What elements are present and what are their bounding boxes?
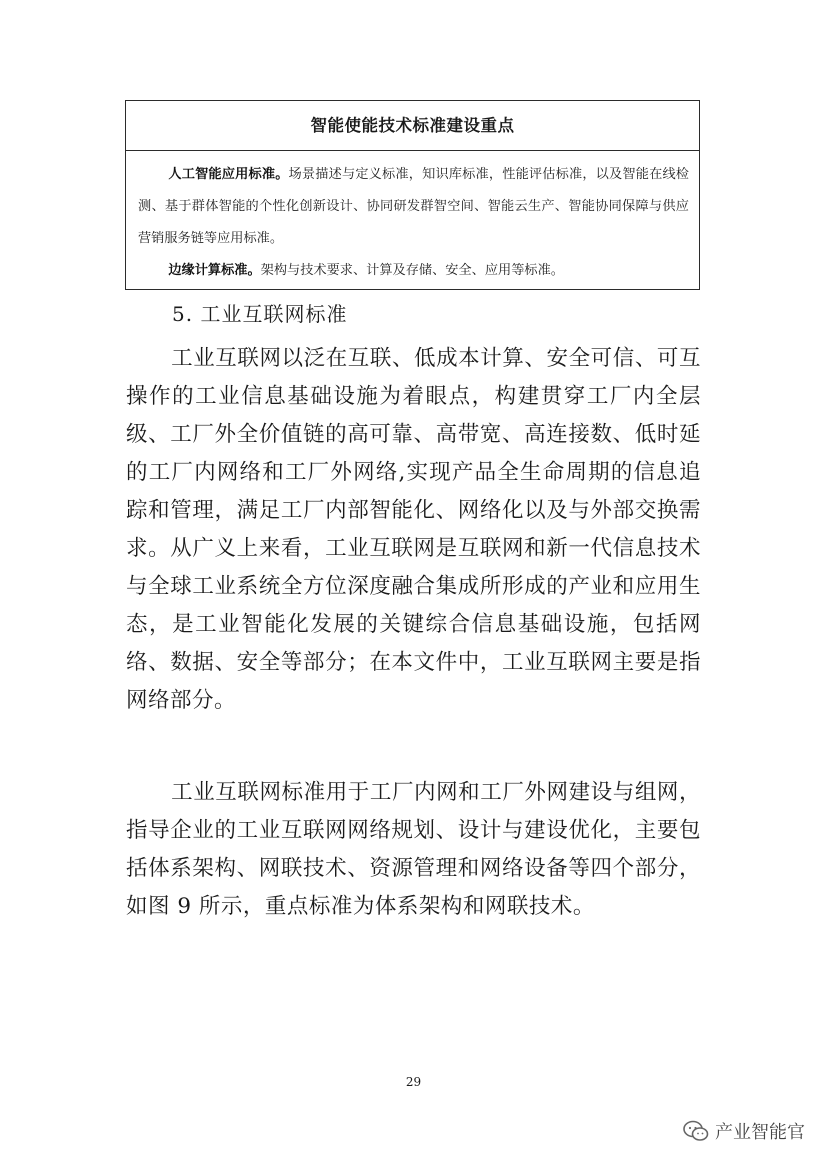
box-item-label: 边缘计算标准。 (168, 263, 261, 278)
box-item-text: 架构与技术要求、计算及存储、安全、应用等标准。 (260, 263, 564, 278)
body-paragraph: 工业互联网以泛在互联、低成本计算、安全可信、可互操作的工业信息基础设施为着眼点，构建贯穿工厂内全层级、工厂外全价值链的高可靠、高带宽、高连接数、低时延的工厂内网络和工厂外网络,实现产品全生命周期的信息追踪和管理，满足工厂内部智能化、网络化以及与外部交换需求。从广义上来看，工业互联网是互联网和新一代信息技术与全球工业系统全方位深度融合集成所形成的产业和应用生态，是工业智能化发展的关键综合信息基础设施，包括网络、数据、安全等部分；在本文件中，工业互联网主要是指网络部分。 (126, 346, 701, 713)
page-number: 29 (405, 1075, 422, 1089)
box-body (126, 151, 699, 287)
wechat-icon (683, 1120, 709, 1142)
box-item-text: 场景描述与定义标准，知识库标准，性能评估标准，以及智能在线检测、基于群体智能的个性化创新设计、协同研发群智空间、智能云生产、智能协同保障与供应营销服务链等应用标准。 (138, 167, 689, 246)
watermark (683, 1118, 805, 1144)
box-item-label: 人工智能应用标准。 (168, 167, 289, 182)
box-title: 智能使能技术标准建设重点 (126, 101, 699, 151)
watermark-text: 产业智能官 (715, 1122, 805, 1143)
body-paragraph: 工业互联网标准用于工厂内网和工厂外网建设与组网，指导企业的工业互联网网络规划、设计与建设优化，主要包括体系架构、网联技术、资源管理和网络设备等四个部分，如图 9 所示，重点标准为体系架构和网联技术。 (126, 780, 701, 919)
standards-box (125, 100, 700, 290)
box-item-ai-standards (138, 159, 689, 255)
section-heading: 5. 工业互联网标准 (172, 302, 348, 326)
box-item-edge-computing (138, 255, 689, 287)
